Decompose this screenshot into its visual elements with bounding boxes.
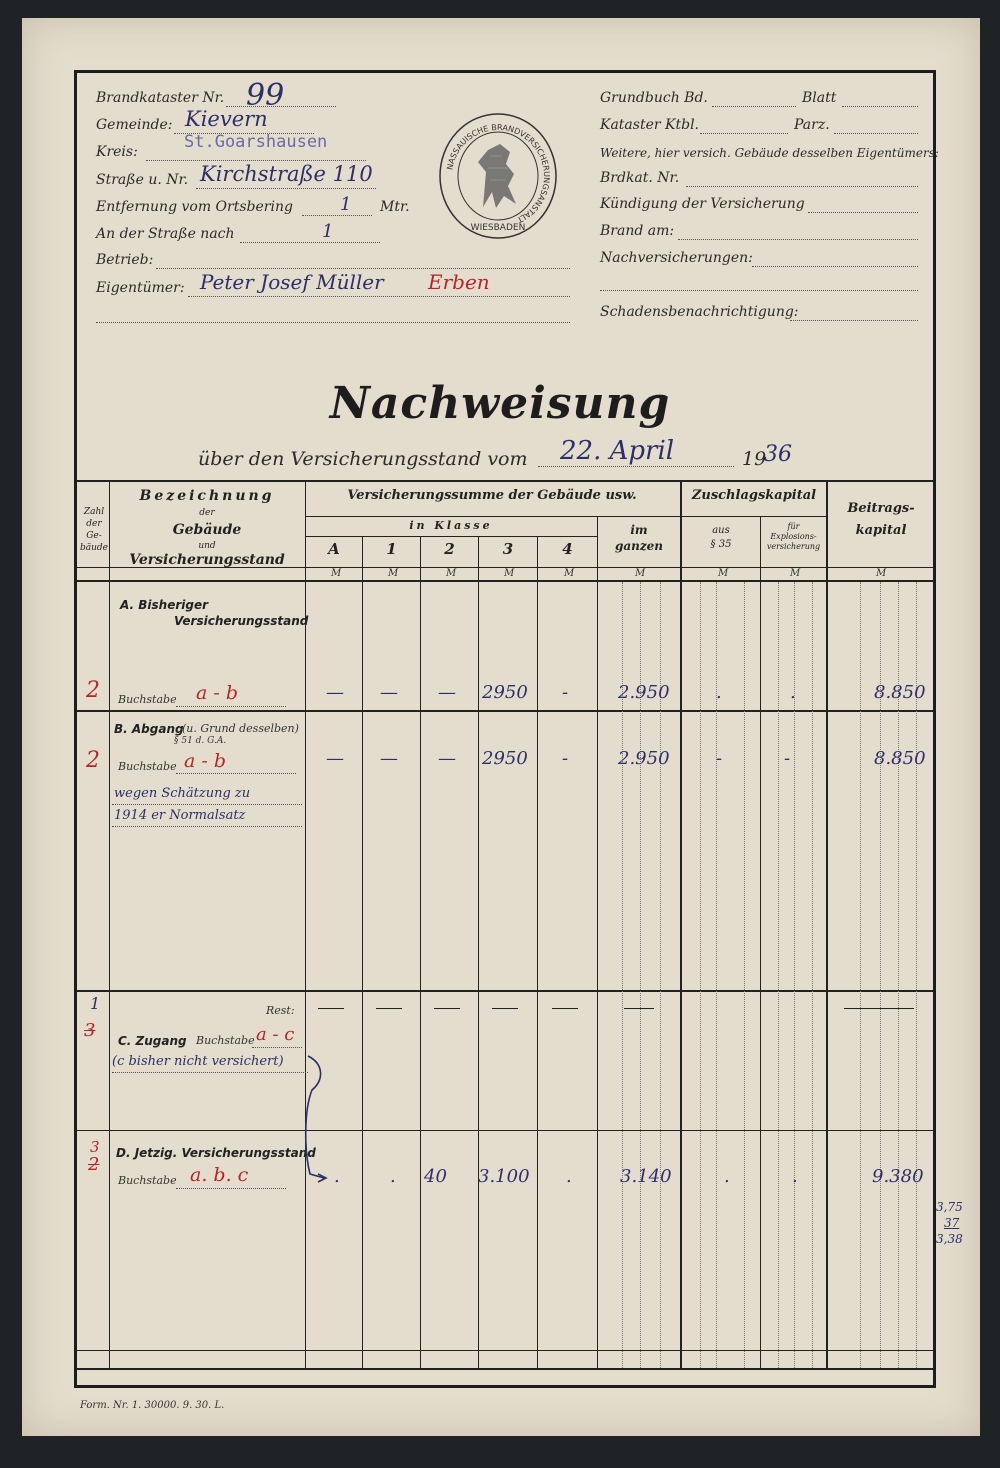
b-beitrag: 8.850 <box>874 748 926 769</box>
section-b-buchstabe: a - b <box>184 750 226 772</box>
currency-3: M <box>504 568 515 579</box>
fuer-2: Explosions- <box>770 532 817 541</box>
subtitle-date: 22. April <box>560 436 675 466</box>
d-klasse-3: 3.100 <box>478 1166 530 1187</box>
zahl-header-4: bäude <box>80 543 109 553</box>
brdkat-label: Brdkat. Nr. <box>600 170 680 186</box>
section-b-para: § 51 d. G.A. <box>174 736 227 746</box>
strasse-value: Kirchstraße 110 <box>200 162 373 186</box>
insurance-seal <box>438 112 558 240</box>
klasse-1: 1 <box>386 540 397 558</box>
b-ganzen: 2.950 <box>618 748 670 769</box>
beitrag-2: kapital <box>855 523 907 538</box>
aus-2: § 35 <box>710 539 732 550</box>
schaden-label: Schadensbenachrichtigung: <box>600 304 799 320</box>
section-c-note: (c bisher nicht versichert) <box>112 1054 284 1069</box>
b-fuer: - <box>784 748 791 769</box>
bez-der: der <box>199 508 215 518</box>
b-klasse-a: — <box>326 748 344 769</box>
kreis-label: Kreis: <box>96 144 138 160</box>
zuschlag-header: Zuschlagskapital <box>691 488 817 503</box>
a-klasse-2: — <box>438 682 456 703</box>
fuer-3: versicherung <box>766 542 821 551</box>
section-b-zahl: 2 <box>86 748 100 773</box>
an-der-strasse-value: 1 <box>322 221 334 242</box>
section-a-buchstabe: a - b <box>196 682 238 704</box>
section-c-zahl-top: 1 <box>90 994 101 1013</box>
margin-calc-3: 3,38 <box>936 1232 963 1246</box>
b-aus: - <box>716 748 723 769</box>
grundbuch-label: Grundbuch Bd. <box>600 90 708 106</box>
aus-1: aus <box>712 525 730 536</box>
zahl-header-2: der <box>86 519 102 529</box>
a-ganzen: 2.950 <box>618 682 670 703</box>
a-klasse-a: — <box>326 682 344 703</box>
d-ganzen: 3.140 <box>620 1166 672 1187</box>
entfernung-unit: Mtr. <box>380 199 410 215</box>
weitere-label: Weitere, hier versich. Gebäude desselben Eigentümers: <box>600 146 939 160</box>
zahl-header-1: Zahl <box>83 507 105 517</box>
klasse-a: A <box>328 540 340 558</box>
section-d-zahl-bottom: 2 <box>88 1154 100 1175</box>
table-top-rule <box>77 480 933 482</box>
seal-ring-text: NASSAUISCHE BRANDVERSICHERUNGSANSTALT <box>445 122 552 225</box>
section-c-title: C. Zugang <box>118 1034 187 1048</box>
zahl-header-3: Ge- <box>86 531 102 541</box>
currency-1: M <box>388 568 399 579</box>
entfernung-value: 1 <box>340 194 352 215</box>
section-c-buchstabe: a - c <box>256 1024 295 1045</box>
eigentuemer-value: Peter Josef Müller <box>200 270 384 294</box>
section-a-buchstabe-label: Buchstabe <box>118 693 177 706</box>
kreis-stamp: St.Goarshausen <box>184 132 328 152</box>
a-beitrag: 8.850 <box>874 682 926 703</box>
blatt-label: Blatt <box>802 90 837 106</box>
strasse-label: Straße u. Nr. <box>96 172 189 188</box>
currency-2: M <box>446 568 457 579</box>
a-klasse-3: 2950 <box>482 682 528 703</box>
entfernung-label: Entfernung vom Ortsbering <box>96 199 293 215</box>
section-c-buchstabe-label: Buchstabe <box>196 1034 255 1047</box>
b-klasse-1: — <box>380 748 398 769</box>
eigentuemer-label: Eigentümer: <box>96 280 185 296</box>
d-beitrag: 9.380 <box>872 1166 924 1187</box>
section-b-reason-2: 1914 er Normalsatz <box>114 808 246 823</box>
subtitle-year-prefix: 19 <box>742 448 767 470</box>
brandkataster-label: Brandkataster Nr. <box>96 90 225 106</box>
im-ganzen-1: im <box>630 523 648 537</box>
form-footer: Form. Nr. 1. 30000. 9. 30. L. <box>80 1400 225 1411</box>
nachvers-label: Nachversicherungen: <box>600 250 753 266</box>
rest-label: Rest: <box>266 1004 295 1017</box>
gemeinde-label: Gemeinde: <box>96 117 173 133</box>
section-c-zahl-bottom: 3 <box>84 1020 96 1041</box>
seal-city: WIESBADEN <box>470 223 526 233</box>
b-klasse-2: — <box>438 748 456 769</box>
section-d-buchstabe: a. b. c <box>190 1164 249 1186</box>
section-a-title: A. Bisheriger <box>120 598 209 612</box>
d-aus: . <box>724 1166 730 1187</box>
d-klasse-a: . <box>334 1166 340 1187</box>
d-klasse-4: . <box>566 1166 572 1187</box>
brandkataster-value: 99 <box>246 78 285 113</box>
bez-und: und <box>198 541 216 551</box>
klasse-3: 3 <box>502 540 514 558</box>
parz-label: Parz. <box>794 117 830 133</box>
b-klasse-3: 2950 <box>482 748 528 769</box>
a-fuer: . <box>790 682 796 703</box>
im-ganzen-2: ganzen <box>614 539 664 553</box>
section-d-zahl-top: 3 <box>90 1138 100 1156</box>
d-fuer: . <box>792 1166 798 1187</box>
document-title: Nachweisung <box>329 378 671 429</box>
a-klasse-4: - <box>562 682 569 703</box>
currency-aus: M <box>718 568 729 579</box>
section-a-title-2: Versicherungsstand <box>174 614 309 628</box>
klasse-4: 4 <box>562 540 573 558</box>
margin-calc-1: 3,75 <box>936 1200 963 1214</box>
currency-beitrag: M <box>876 568 887 579</box>
currency-a: M <box>331 568 342 579</box>
kuendigung-label: Kündigung der Versicherung <box>600 196 805 212</box>
currency-ganzen: M <box>635 568 646 579</box>
subtitle-year: 36 <box>764 442 792 467</box>
vers-summe-header: Versicherungssumme der Gebäude usw. <box>347 488 637 503</box>
a-aus: . <box>716 682 722 703</box>
bez-versicherungsstand: Versicherungsstand <box>129 552 285 568</box>
currency-4: M <box>564 568 575 579</box>
header-bottom-rule <box>77 580 933 582</box>
section-a-zahl: 2 <box>86 678 100 703</box>
klasse-2: 2 <box>444 540 455 558</box>
margin-calc-2: 37 <box>944 1216 960 1230</box>
fuer-1: für <box>787 522 800 531</box>
brand-label: Brand am: <box>600 223 675 239</box>
b-klasse-4: - <box>562 748 569 769</box>
betrieb-label: Betrieb: <box>96 252 154 268</box>
gemeinde-value: Kievern <box>185 107 268 131</box>
section-b-buchstabe-label: Buchstabe <box>118 760 177 773</box>
section-b-title: B. Abgang <box>114 722 184 736</box>
section-b-reason-1: wegen Schätzung zu <box>114 786 251 801</box>
table-bottom-rule <box>77 1368 933 1370</box>
bez-gebaeude: Gebäude <box>172 522 242 538</box>
bracket-arrow <box>296 1050 336 1190</box>
bezeichnung-header: Bezeichnung <box>139 488 275 504</box>
section-d-buchstabe-label: Buchstabe <box>118 1174 177 1187</box>
subtitle-text: über den Versicherungsstand vom <box>198 448 528 470</box>
in-klasse-header: in Klasse <box>409 519 493 532</box>
d-klasse-1: . <box>390 1166 396 1187</box>
an-der-strasse-label: An der Straße nach <box>96 226 235 242</box>
section-d-title: D. Jetzig. Versicherungsstand <box>116 1146 316 1160</box>
section-b-note: (u. Grund desselben) <box>182 722 299 735</box>
kataster-label: Kataster Ktbl. <box>600 117 699 133</box>
d-klasse-2: 40 <box>424 1166 447 1187</box>
beitrag-1: Beitrags- <box>847 501 915 516</box>
a-klasse-1: — <box>380 682 398 703</box>
currency-fuer: M <box>790 568 801 579</box>
eigentuemer-red: Erben <box>428 270 490 294</box>
